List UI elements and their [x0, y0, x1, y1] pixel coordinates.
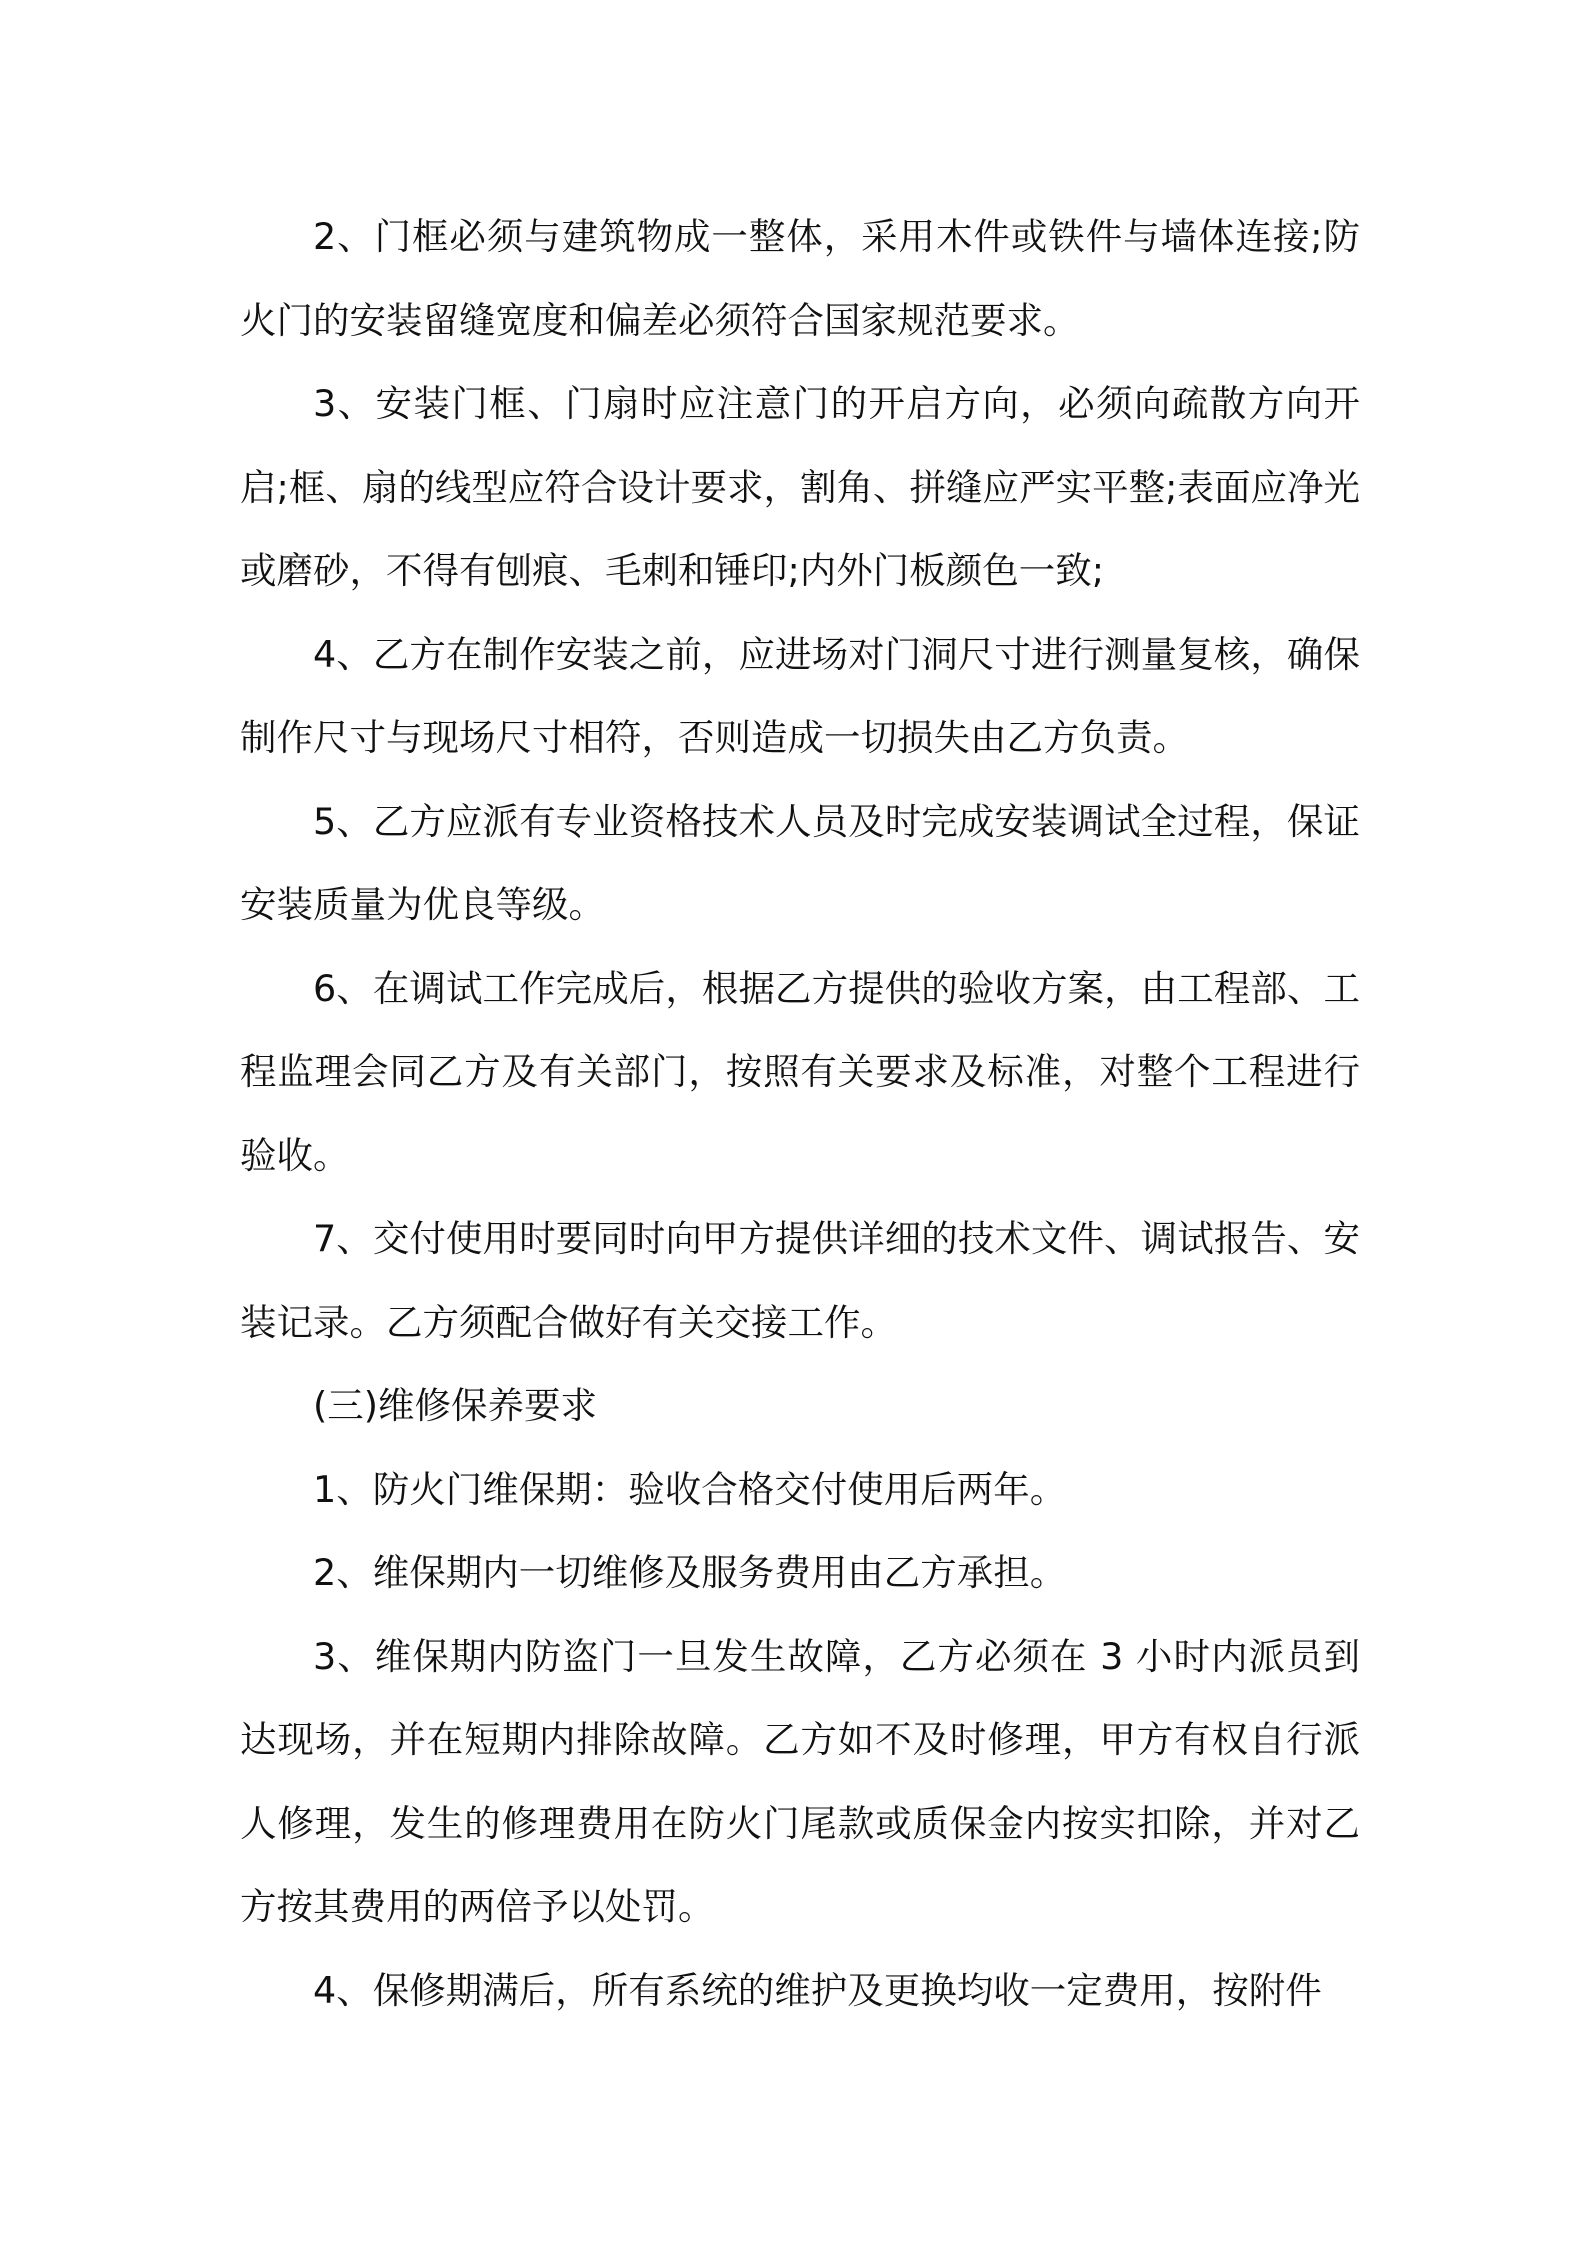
paragraph-installation-staff: 5、乙方应派有专业资格技术人员及时完成安装调试全过程，保证安装质量为优良等级。: [240, 799, 1360, 926]
paragraph-fault-response: 3、维保期内防盗门一旦发生故障，乙方必须在 3 小时内派员到达现场，并在短期内排除故障。乙方如不及时修理，甲方有权自行派人修理，发生的修理费用在防火门尾款或质保金内按实扣除，并对乙方按其费用的两倍予以处罚。: [240, 1634, 1360, 1928]
paragraph-opening-direction: 3、安装门框、门扇时应注意门的开启方向，必须向疏散方向开启;框、扇的线型应符合设计要求，割角、拼缝应严实平整;表面应净光或磨砂，不得有刨痕、毛刺和锤印;内外门板颜色一致;: [240, 382, 1360, 592]
paragraph-post-warranty: 4、保修期满后，所有系统的维护及更换均收一定费用，按附件: [313, 1968, 1322, 2012]
paragraph-handover: 7、交付使用时要同时向甲方提供详细的技术文件、调试报告、安装记录。乙方须配合做好有关交接工作。: [240, 1217, 1360, 1344]
paragraph-warranty-costs: 2、维保期内一切维修及服务费用由乙方承担。: [313, 1551, 1067, 1594]
paragraph-door-frame: 2、门框必须与建筑物成一整体，采用木件或铁件与墙体连接;防火门的安装留缝宽度和偏差必须符合国家规范要求。: [240, 215, 1360, 342]
document-body: [240, 195, 1360, 2032]
paragraph-acceptance: 6、在调试工作完成后，根据乙方提供的验收方案，由工程部、工程监理会同乙方及有关部门，按照有关要求及标准，对整个工程进行验收。: [240, 966, 1360, 1177]
paragraph-measurement: 4、乙方在制作安装之前，应进场对门洞尺寸进行测量复核，确保制作尺寸与现场尺寸相符，否则造成一切损失由乙方负责。: [240, 632, 1360, 759]
section-heading-maintenance: (三)维修保养要求: [313, 1384, 597, 1427]
paragraph-warranty-period: 1、防火门维保期：验收合格交付使用后两年。: [313, 1467, 1067, 1511]
